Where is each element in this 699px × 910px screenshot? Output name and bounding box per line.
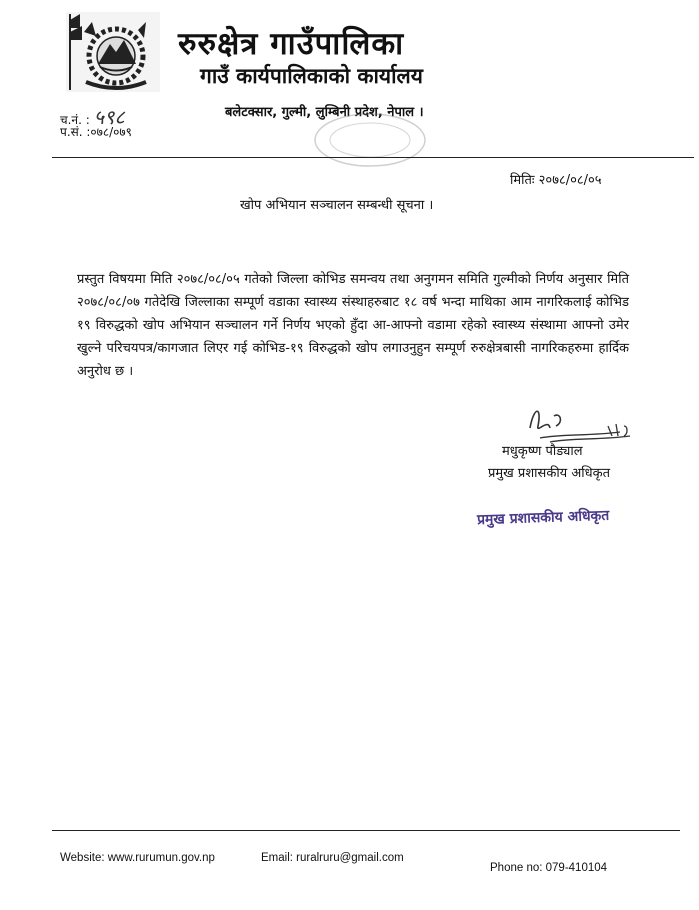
signer-title: प्रमुख प्रशासकीय अधिकृत [488,466,611,481]
reference-number-value: ५९८ [93,105,125,129]
footer-phone: Phone no: 079-410104 [490,862,608,874]
fiscal-year [60,123,132,140]
address: बलेटक्सार, गुल्मी, लुम्बिनी प्रदेश, नेपाल । [225,105,424,120]
footer-website: Website: www.rurumun.gov.np [60,852,215,864]
letter-date: मितिः २०७८/०८/०५ [510,173,602,188]
letter-subject: खोप अभियान सञ्चालन सम्बन्धी सूचना । [240,198,434,213]
footer-email: Email: ruralruru@gmail.com [261,852,404,864]
office-name: गाउँ कार्यपालिकाको कार्यालय [200,64,423,88]
org-name: रुरुक्षेत्र गाउँपालिका [178,26,405,62]
signer-name: मधुकृष्ण पौड्याल [502,444,583,459]
emblem-logo [66,12,160,92]
reference-number-label: च.नं. : [60,113,90,127]
footer-divider [52,830,680,831]
office-stamp [300,110,440,170]
official-seal: प्रमुख प्रशासकीय अधिकृत [476,507,610,529]
header-divider [52,157,694,158]
letter-body: प्रस्तुत विषयमा मिति २०७८/०८/०५ गतेको जिल्ला कोभिड समन्वय तथा अनुगमन समिति गुल्मीको निर्णय अनुसार मिति २०७८/०८/०७ गतेदेखि जिल्लाका सम्पूर्ण वडाका स्वास्थ्य संस्थाहरुबाट १८ वर्ष भन्दा माथिका आम नागरिकलाई कोभिड १९ विरुद्धको खोप अभियान सञ्चालन गर्ने निर्णय भएको हुँदा आ-आफ्नो वडामा रहेको स्वास्थ्य संस्थामा आफ्नो उमेर खुल्ने परिचयपत्र/कागजात लिएर गई कोभिड-१९ विरुद्धको खोप लगाउनुहुन सम्पूर्ण रुरुक्षेत्रबासी नागरिकहरुमा हार्दिक अनुरोध छ । [77,272,629,379]
fiscal-year-label: प.सं. : [60,125,91,139]
fiscal-year-value: ०७८/०७९ [90,125,132,139]
